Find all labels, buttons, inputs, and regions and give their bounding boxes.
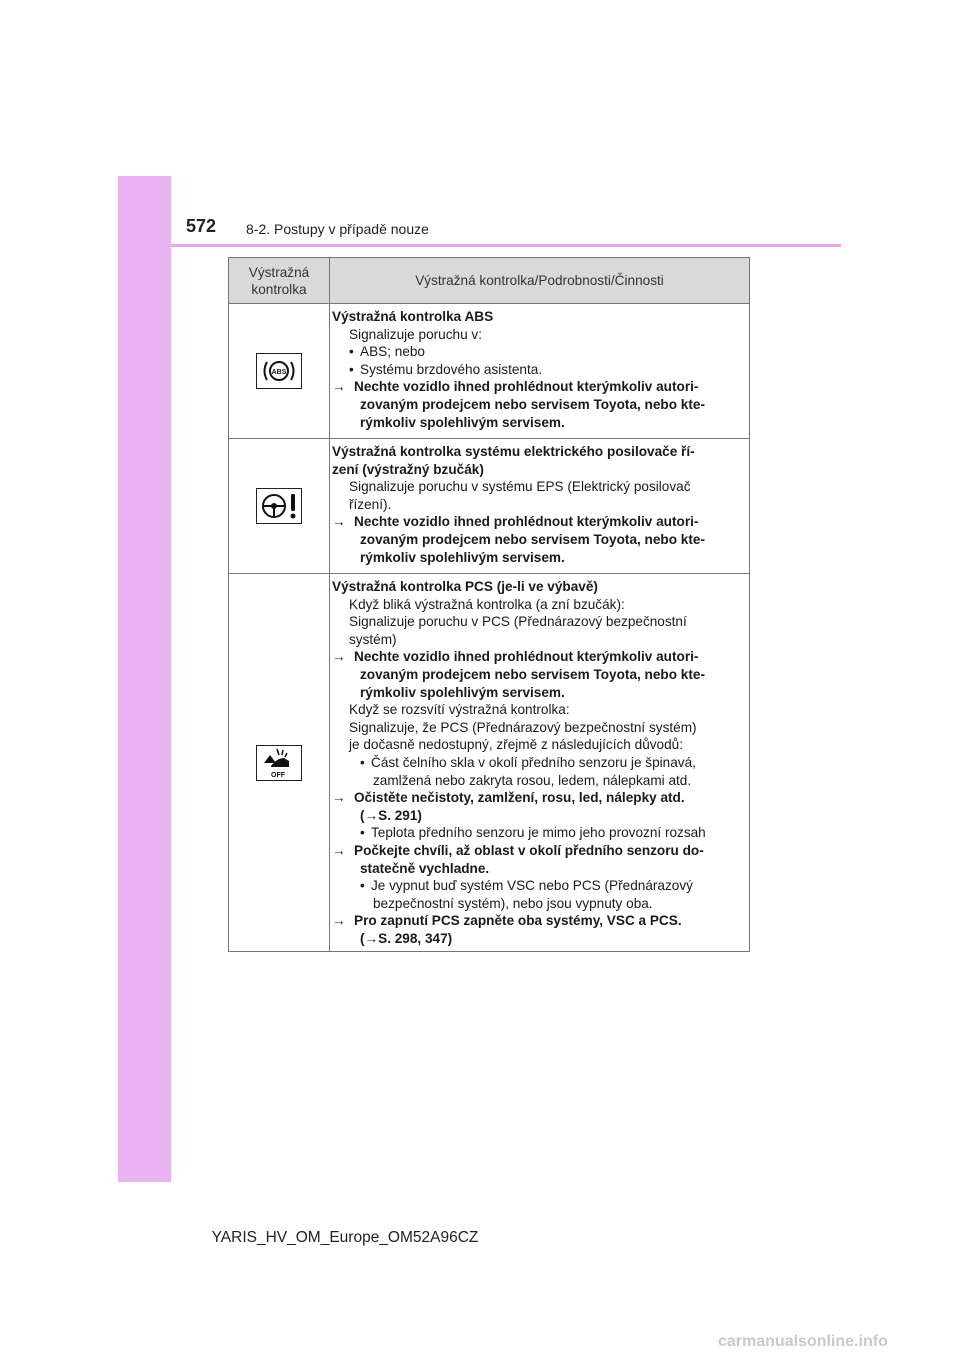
- action-text: zovaným prodejcem nebo servisem Toyota, nebo kte-: [360, 396, 705, 412]
- details-cell: [330, 304, 750, 439]
- pcs-off-icon: [256, 745, 302, 781]
- arrow-icon: →: [332, 649, 346, 665]
- action-text: → Nechte vozidlo ihned prohlédnout kterýmkoliv autori-: [332, 514, 699, 530]
- abs-warning-icon: [256, 353, 302, 389]
- row-title: Výstražná kontrolka PCS (je-li ve výbavě): [332, 579, 598, 594]
- page-reference: (→S. 291): [360, 807, 422, 823]
- arrow-icon: →: [364, 930, 379, 946]
- action-text: → Nechte vozidlo ihned prohlédnout kterýmkoliv autori-: [332, 649, 699, 665]
- bullet-item: • Je vypnut buď systém VSC nebo PCS (Přednárazový: [360, 878, 693, 894]
- action-text: rýmkoliv spolehlivým servisem.: [360, 684, 565, 700]
- action-text: → Nechte vozidlo ihned prohlédnout kterýmkoliv autori-: [332, 379, 699, 395]
- svg-text:ABS: ABS: [271, 369, 287, 376]
- bullet-item: • Část čelního skla v okolí předního senzoru je špinavá,: [360, 754, 696, 770]
- row-text: Signalizuje poruchu v:: [349, 326, 482, 342]
- side-tab: [118, 176, 171, 1182]
- steering-warning-icon: [256, 488, 302, 524]
- bullet-item: zamlžená nebo zakryta rosou, ledem, nálepkami atd.: [373, 772, 692, 788]
- arrow-icon: →: [332, 842, 346, 858]
- page-number: 572: [186, 216, 217, 236]
- row-text: Signalizuje poruchu v PCS (Přednárazový bezpečnostní: [349, 614, 687, 630]
- bullet-item: • Systému brzdového asistenta.: [349, 361, 543, 377]
- action-text: rýmkoliv spolehlivým servisem.: [360, 414, 565, 430]
- row-text: řízení).: [349, 496, 392, 512]
- details-cell: [330, 439, 750, 574]
- svg-text:OFF: OFF: [271, 771, 285, 779]
- action-text: rýmkoliv spolehlivým servisem.: [360, 549, 565, 565]
- warning-lights-table: [228, 257, 750, 952]
- table-row: [229, 574, 750, 952]
- table-header-row: [229, 258, 750, 304]
- action-text: zovaným prodejcem nebo servisem Toyota, nebo kte-: [360, 666, 705, 682]
- row-title: Výstražná kontrolka ABS: [332, 309, 494, 324]
- row-title: zení (výstražný bzučák): [332, 461, 484, 477]
- icon-cell: [229, 574, 330, 952]
- arrow-icon: →: [332, 379, 346, 395]
- arrow-icon: →: [332, 514, 346, 530]
- table-row: [229, 304, 750, 439]
- bullet-item: • ABS; nebo: [349, 344, 425, 360]
- column-header-details: Výstražná kontrolka/Podrobnosti/Činnosti: [330, 258, 750, 304]
- icon-cell: [229, 439, 330, 574]
- column-header-icon: Výstražná kontrolka: [229, 258, 330, 304]
- row-text: je dočasně nedostupný, zřejmě z následujících důvodů:: [349, 737, 684, 753]
- page-reference: (→S. 298, 347): [360, 930, 453, 946]
- action-text: → Očistěte nečistoty, zamlžení, rosu, led, nálepky atd.: [332, 790, 685, 806]
- row-text: systém): [349, 631, 397, 647]
- arrow-icon: →: [332, 913, 346, 929]
- row-text: Když se rozsvítí výstražná kontrolka:: [349, 702, 570, 718]
- table-row: [229, 439, 750, 574]
- bullet-item: bezpečnostní systém), nebo jsou vypnuty oba.: [373, 895, 653, 911]
- arrow-icon: →: [332, 790, 346, 806]
- row-title: Výstražná kontrolka systému elektrického posilovače ří-: [332, 444, 695, 459]
- row-text: Když bliká výstražná kontrolka (a zní bzučák):: [349, 596, 625, 612]
- header-rule: [171, 244, 841, 247]
- bullet-item: • Teplota předního senzoru je mimo jeho provozní rozsah: [360, 825, 706, 841]
- row-text: Signalizuje poruchu v systému EPS (Elektrický posilovač: [349, 479, 691, 495]
- details-cell: [330, 574, 750, 952]
- section-title: 8-2. Postupy v případě nouze: [246, 221, 429, 237]
- icon-cell: [229, 304, 330, 439]
- watermark: carmanualsonline.info: [718, 1333, 888, 1350]
- action-text: statečně vychladne.: [360, 860, 490, 876]
- arrow-icon: →: [364, 807, 379, 823]
- action-text: zovaným prodejcem nebo servisem Toyota, nebo kte-: [360, 531, 705, 547]
- document-footer: YARIS_HV_OM_Europe_OM52A96CZ: [211, 1229, 479, 1246]
- action-text: → Pro zapnutí PCS zapněte oba systémy, VSC a PCS.: [332, 913, 682, 929]
- action-text: → Počkejte chvíli, až oblast v okolí předního senzoru do-: [332, 842, 704, 858]
- row-text: Signalizuje, že PCS (Přednárazový bezpečnostní systém): [349, 719, 697, 735]
